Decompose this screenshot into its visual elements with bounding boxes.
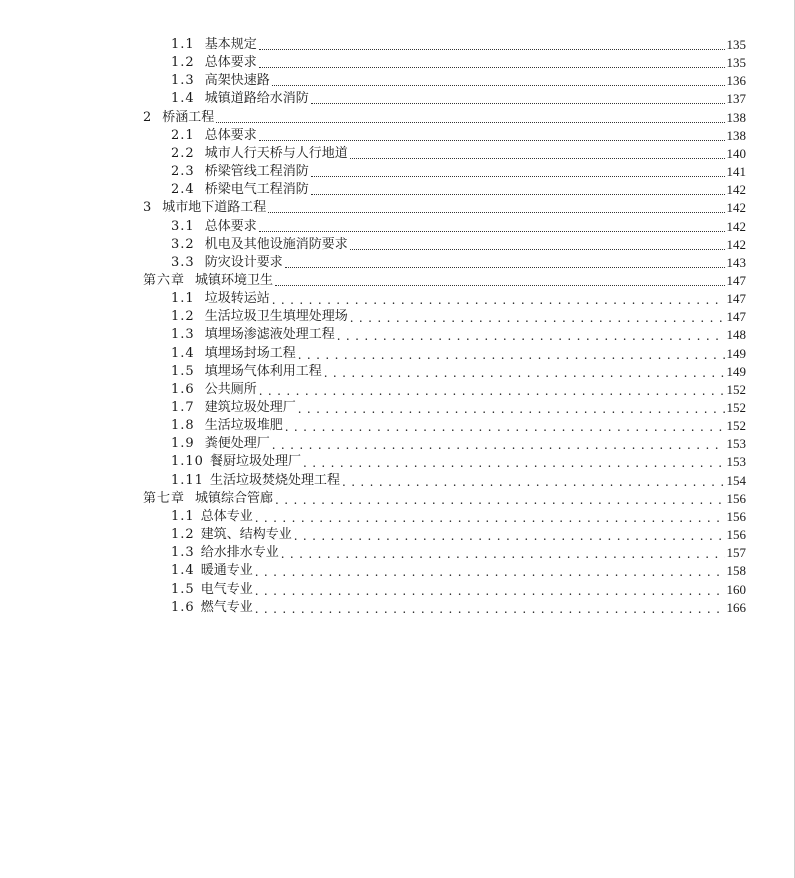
toc-entry-title: 桥梁管线工程消防 [204,164,309,180]
toc-entry-page-number: 142 [726,236,746,252]
toc-entry-number: 3.1 [171,218,195,234]
toc-entry-number: 1.10 [171,454,204,470]
toc-entry-title: 燃气专业 [200,599,253,615]
toc-entry[interactable] [171,435,746,453]
toc-entry-number: 1.7 [171,400,195,415]
toc-dot-leader [272,75,725,86]
toc-entry[interactable] [171,562,746,580]
toc-dot-leader [268,202,724,213]
toc-dot-leader [298,402,725,416]
toc-entry[interactable] [143,272,746,290]
toc-entry-title: 城市地下道路工程 [162,200,267,216]
toc-entry-number: 第七章 [143,490,186,506]
toc-entry-page-number: 143 [726,254,746,270]
toc-dot-leader [337,329,725,343]
toc-entry[interactable] [171,181,746,199]
toc-entry-number: 3 [143,200,153,216]
toc-entry-number: 1.1 [171,291,195,307]
toc-entry-title: 公共厕所 [204,381,257,397]
toc-dot-leader [311,93,725,104]
toc-entry-page-number: 140 [726,145,746,161]
toc-entry-title: 暖通专业 [200,563,253,579]
toc-entry-title: 垃圾转运站 [204,291,270,307]
toc-entry-page-number: 136 [726,73,746,89]
toc-entry-number: 3.3 [171,254,195,270]
toc-entry-page-number: 142 [726,218,746,234]
toc-entry-number: 1.11 [171,472,204,488]
toc-entry-number: 2.3 [171,164,195,180]
toc-entry-number: 2 [143,109,153,125]
toc-entry-page-number: 160 [726,581,746,597]
toc-entry[interactable] [171,72,746,90]
toc-entry-title: 生活垃圾焚烧处理工程 [209,472,340,488]
toc-entry[interactable] [171,254,746,272]
toc-entry-number: 1.5 [171,363,195,379]
toc-entry-number: 1.4 [171,345,195,361]
toc-entry-title: 桥涵工程 [162,109,215,125]
toc-entry[interactable] [171,326,746,344]
toc-entry-title: 城镇道路给水消防 [204,91,309,107]
toc-entry-number: 2.2 [171,145,195,161]
toc-entry-number: 1.5 [171,581,195,597]
toc-entry-number: 1.2 [171,309,195,325]
toc-entry-number: 第六章 [143,272,186,288]
toc-entry-page-number: 137 [726,91,746,107]
toc-entry-title: 生活垃圾卫生填埋处理场 [204,309,348,325]
toc-dot-leader [259,57,725,68]
toc-entry-title: 粪便处理厂 [204,436,270,452]
toc-entry[interactable] [171,417,746,435]
toc-entry-page-number: 142 [726,200,746,216]
toc-entry-page-number: 166 [726,599,746,615]
toc-entry[interactable] [171,453,746,471]
toc-entry-title: 给水排水专业 [200,545,279,561]
toc-entry[interactable] [171,127,746,145]
toc-entry-title: 城镇综合管廊 [195,490,274,506]
toc-entry-page-number: 141 [726,164,746,180]
toc-entry[interactable] [171,526,746,544]
toc-entry-title: 防灾设计要求 [204,254,283,270]
toc-entry-number: 3.2 [171,236,195,252]
toc-dot-leader [342,475,725,489]
toc-entry[interactable] [171,54,746,72]
toc-dot-leader [285,257,725,268]
toc-entry-page-number: 153 [726,436,746,452]
toc-entry-title: 电气专业 [200,581,253,597]
toc-entry-page-number: 135 [726,55,746,71]
toc-entry-title: 建筑、结构专业 [200,527,292,543]
toc-entry-title: 填埋场气体利用工程 [204,363,322,379]
toc-entry-number: 1.3 [171,327,195,343]
toc-entry[interactable] [171,90,746,108]
toc-entry-page-number: 142 [726,182,746,198]
toc-entry-page-number: 149 [726,363,746,379]
toc-entry-title: 填埋场渗滤液处理工程 [204,327,335,343]
toc-dot-leader [259,384,725,398]
toc-entry[interactable] [171,381,746,399]
toc-entry-page-number: 156 [726,490,746,506]
toc-dot-leader [311,184,725,195]
toc-entry-title: 高架快速路 [204,73,270,89]
toc-entry[interactable] [171,399,746,417]
toc-dot-leader [259,39,725,50]
toc-entry-number: 1.2 [171,55,195,71]
toc-entry-page-number: 154 [726,472,746,488]
toc-entry[interactable] [171,544,746,562]
toc-entry-number: 1.8 [171,418,195,434]
toc-entry-page-number: 156 [726,508,746,524]
toc-dot-leader [259,221,725,232]
toc-entry[interactable] [143,490,746,508]
toc-entry-page-number: 157 [726,545,746,561]
toc-entry[interactable] [171,363,746,381]
toc-dot-leader [311,166,725,177]
toc-dot-leader [298,348,725,362]
toc-dot-leader [255,511,725,525]
toc-entry[interactable] [143,199,746,217]
toc-entry-page-number: 152 [726,400,746,415]
toc-entry-number: 1.6 [171,599,195,615]
toc-entry-page-number: 147 [726,291,746,307]
toc-entry-title: 城镇环境卫生 [195,272,274,288]
toc-entry-title: 生活垃圾堆肥 [204,418,283,434]
toc-dot-leader [272,438,725,452]
toc-dot-leader [216,112,724,123]
toc-dot-leader [350,148,725,159]
toc-entry-title: 填埋场封场工程 [204,345,296,361]
toc-entry-title: 城市人行天桥与人行地道 [204,145,348,161]
toc-entry[interactable] [171,308,746,326]
toc-dot-leader [275,275,724,286]
toc-entry-title: 桥梁电气工程消防 [204,182,309,198]
toc-entry-title: 总体要求 [204,127,257,143]
toc-entry-number: 1.6 [171,381,195,397]
toc-entry-page-number: 153 [726,454,746,470]
toc-dot-leader [350,239,725,250]
toc-entry-page-number: 138 [726,109,746,125]
toc-dot-leader [272,293,725,307]
toc-dot-leader [350,311,725,325]
toc-entry[interactable] [171,145,746,163]
toc-entry-number: 1.2 [171,527,195,543]
toc-entry-number: 2.1 [171,127,195,143]
toc-dot-leader [303,456,725,470]
toc-dot-leader [255,584,725,598]
toc-entry-page-number: 148 [726,327,746,343]
toc-entry-number: 1.1 [171,37,195,52]
toc-entry-page-number: 149 [726,345,746,361]
toc-entry-page-number: 135 [726,37,746,52]
toc-entry-number: 1.3 [171,73,195,89]
toc-entry[interactable] [171,472,746,490]
toc-dot-leader [255,602,725,616]
toc-entry-page-number: 156 [726,527,746,543]
toc-entry-title: 建筑垃圾处理厂 [204,400,296,415]
toc-entry[interactable] [171,236,746,254]
toc-entry-page-number: 152 [726,381,746,397]
toc-entry-number: 1.9 [171,436,195,452]
toc-entry-number: 1.1 [171,508,195,524]
toc-entry-number: 1.3 [171,545,195,561]
toc-entry-page-number: 158 [726,563,746,579]
toc-entry-title: 餐厨垃圾处理厂 [209,454,301,470]
toc-entry[interactable] [171,345,746,363]
toc-dot-leader [285,420,725,434]
toc-entry[interactable] [171,508,746,526]
toc-entry[interactable] [171,581,746,599]
toc-dot-leader [255,565,725,579]
toc-entry-page-number: 152 [726,418,746,434]
toc-entry-page-number: 147 [726,309,746,325]
toc-dot-leader [294,529,725,543]
toc-entry[interactable] [143,109,746,127]
toc-entry-title: 总体专业 [200,508,253,524]
toc-entry-number: 1.4 [171,563,195,579]
toc-dot-leader [281,547,725,561]
toc-entry[interactable] [171,290,746,308]
toc-dot-leader [259,130,725,141]
toc-entry-page-number: 147 [726,272,746,288]
toc-dot-leader [324,366,725,380]
toc-dot-leader [275,493,724,507]
toc-entry-title: 总体要求 [204,218,257,234]
toc-entry[interactable] [171,599,746,617]
toc-entry-number: 2.4 [171,182,195,198]
toc-entry[interactable] [171,36,746,54]
toc-entry-title: 机电及其他设施消防要求 [204,236,348,252]
toc-entry[interactable] [171,163,746,181]
toc-entry-page-number: 138 [726,127,746,143]
toc-entry[interactable] [171,218,746,236]
toc-entry-title: 总体要求 [204,55,257,71]
toc-entry-title: 基本规定 [204,37,257,52]
toc-entry-number: 1.4 [171,91,195,107]
